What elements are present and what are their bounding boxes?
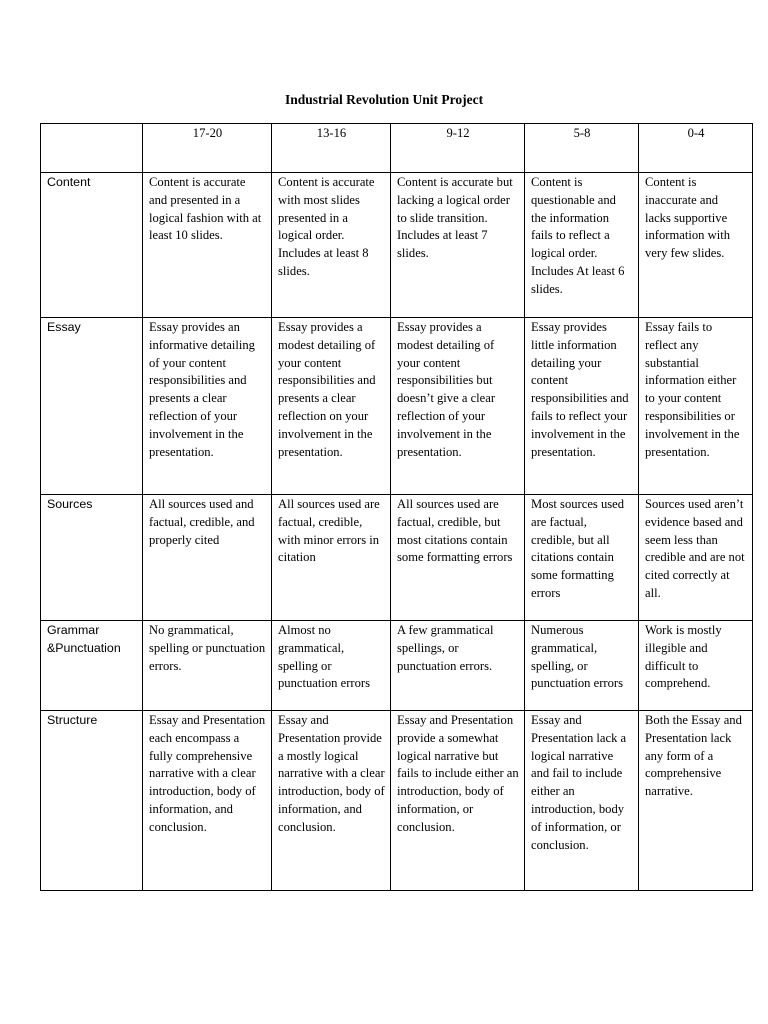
score-range-13-16: 13-16	[272, 124, 391, 173]
rubric-cell: Content is accurate with most slides presented in a logical order. Includes at least 8 slides.	[272, 173, 391, 318]
rubric-cell: Numerous grammatical, spelling, or punctuation errors	[525, 621, 639, 711]
rubric-table	[40, 123, 753, 891]
rubric-cell: Essay provides an informative detailing of your content responsibilities and presents a clear reflection of your involvement in the presentation.	[143, 318, 272, 495]
rubric-cell: Content is accurate but lacking a logical order to slide transition. Includes at least 7 slides.	[391, 173, 525, 318]
rubric-cell: Essay and Presentation provide a somewhat logical narrative but fails to include either an introduction, body of information, or conclusion.	[391, 711, 525, 891]
score-range-5-8: 5-8	[525, 124, 639, 173]
criterion-label: Sources	[41, 495, 143, 621]
rubric-cell: Both the Essay and Presentation lack any form of a comprehensive narrative.	[639, 711, 753, 891]
score-range-9-12: 9-12	[391, 124, 525, 173]
rubric-row-sources	[41, 495, 753, 621]
criterion-label: Structure	[41, 711, 143, 891]
rubric-cell: Content is questionable and the information fails to reflect a logical order. Includes At least 6 slides.	[525, 173, 639, 318]
rubric-cell: Essay and Presentation provide a mostly logical narrative with a clear introduction, body of information, and conclusion.	[272, 711, 391, 891]
rubric-cell: No grammatical, spelling or punctuation errors.	[143, 621, 272, 711]
rubric-cell: Essay fails to reflect any substantial information either to your content responsibilities or involvement in the presentation.	[639, 318, 753, 495]
rubric-cell: Content is accurate and presented in a logical fashion with at least 10 slides.	[143, 173, 272, 318]
rubric-cell: Sources used aren’t evidence based and seem less than credible and are not cited correctly at all.	[639, 495, 753, 621]
score-range-0-4: 0-4	[639, 124, 753, 173]
rubric-cell: Essay and Presentation lack a logical narrative and fail to include either an introduction, body of information, or conclusion.	[525, 711, 639, 891]
document-title: Industrial Revolution Unit Project	[284, 92, 484, 107]
score-header-row	[41, 124, 753, 173]
rubric-cell: All sources used and factual, credible, and properly cited	[143, 495, 272, 621]
rubric-row-essay	[41, 318, 753, 495]
criterion-label: Content	[41, 173, 143, 318]
rubric-cell: Work is mostly illegible and difficult to comprehend.	[639, 621, 753, 711]
rubric-cell: All sources used are factual, credible, with minor errors in citation	[272, 495, 391, 621]
rubric-cell: Content is inaccurate and lacks supportive information with very few slides.	[639, 173, 753, 318]
rubric-cell: A few grammatical spellings, or punctuation errors.	[391, 621, 525, 711]
rubric-cell: Essay provides little information detailing your content responsibilities and fails to reflect your involvement in the presentation.	[525, 318, 639, 495]
rubric-cell: Essay and Presentation each encompass a fully comprehensive narrative with a clear introduction, body of information, and conclusion.	[143, 711, 272, 891]
rubric-cell: All sources used are factual, credible, but most citations contain some formatting errors	[391, 495, 525, 621]
rubric-row-grammar	[41, 621, 753, 711]
rubric-row-content	[41, 173, 753, 318]
rubric-cell: Almost no grammatical, spelling or punctuation errors	[272, 621, 391, 711]
header-cell-empty	[41, 124, 143, 173]
rubric-cell: Essay provides a modest detailing of your content responsibilities and presents a clear reflection on your involvement in the presentation.	[272, 318, 391, 495]
rubric-cell: Essay provides a modest detailing of your content responsibilities but doesn’t give a clear reflection of your involvement in the presentation.	[391, 318, 525, 495]
rubric-row-structure	[41, 711, 753, 891]
rubric-cell: Most sources used are factual, credible, but all citations contain some formatting errors	[525, 495, 639, 621]
score-range-17-20: 17-20	[143, 124, 272, 173]
criterion-label: Essay	[41, 318, 143, 495]
criterion-label: Grammar &Punctuation	[41, 621, 143, 711]
